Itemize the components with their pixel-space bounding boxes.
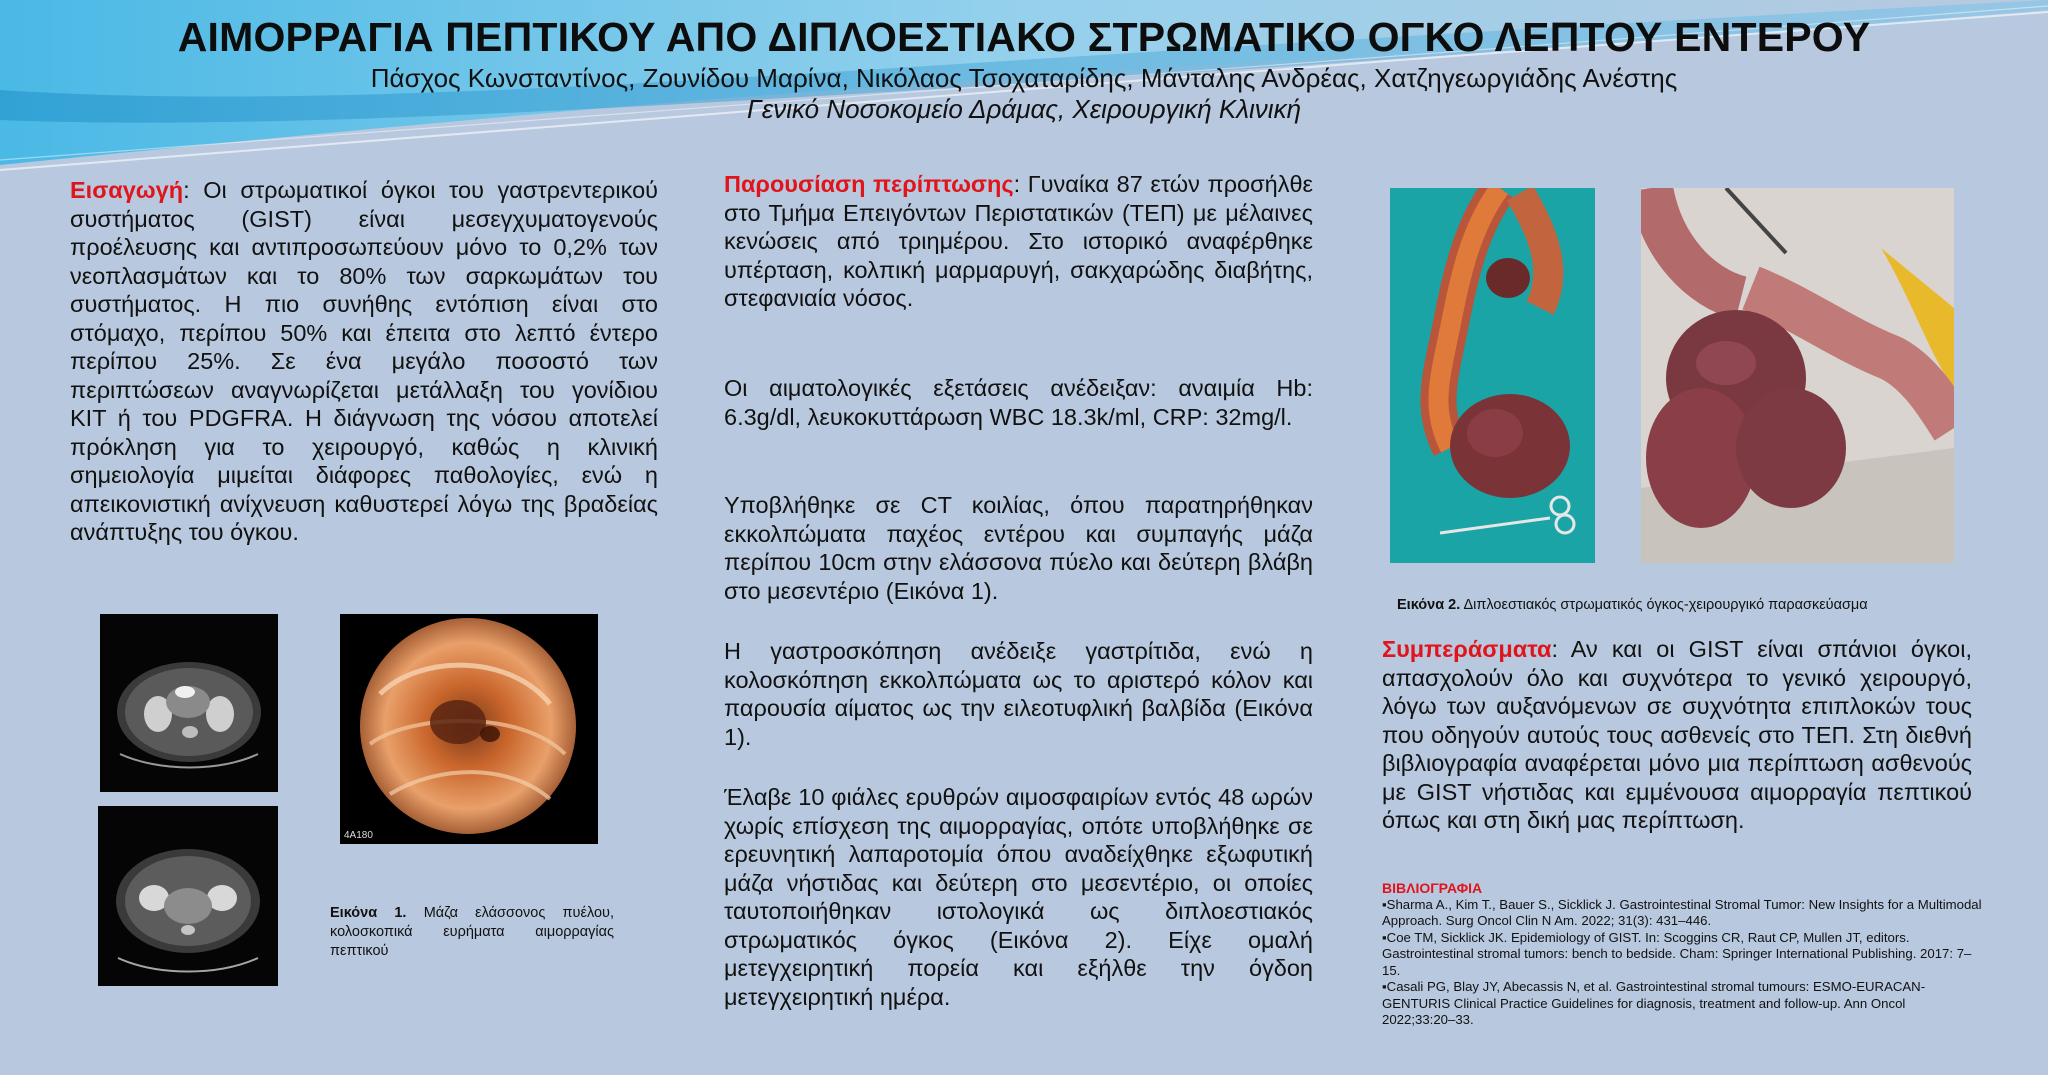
ct-scan-image-2 (98, 806, 278, 986)
case-paragraph-3: Υποβλήθηκε σε CT κοιλίας, όπου παρατηρήθηκαν εκκολπώματα παχέος εντέρου και συμπαγής μάζα περίπου 10cm στην ελάσσονα πύελο και δεύτερη βλάβη στο μεσεντέριο (Εικόνα 1). (724, 492, 1313, 604)
reference-item: ▪Coe TM, Sicklick JK. Epidemiology of GIST. In: Scoggins CR, Raut CP, Mullen JT, editors. Gastrointestinal stromal tumors: bench to bedside. Cham: Springer International Publishing. 2017: 7–15. (1382, 929, 1972, 978)
affiliation: Γενικό Νοσοκομείο Δράμας, Χειρουργική Κλινική (746, 94, 1302, 124)
figure-1-label: Εικόνα 1. (330, 905, 407, 921)
intro-heading: Εισαγωγή (70, 177, 184, 203)
conclusion-section (1382, 635, 1972, 835)
figure-1-caption-text: Μάζα ελάσσονος πυέλου, κολοσκοπικά ευρήματα αιμορραγίας πεπτικού (330, 905, 615, 959)
reference-item: ▪Casali PG, Blay JY, Abecassis N, et al. Gastrointestinal stromal tumours: ESMO-EURACAN-GENTURIS Clinical Practice Guidelines for diagnosis, treatment and follow-up. Ann Oncol 2022;33:20–33. (1382, 979, 1926, 1027)
references-section (1382, 880, 1982, 1029)
figure-2-label: Εικόνα 2. (1397, 597, 1461, 613)
figure-2-caption (1397, 596, 1997, 615)
poster-header (0, 14, 2048, 125)
case-paragraph-1: : Γυναίκα 87 ετών προσήλθε στο Τμήμα Επειγόντων Περιστατικών (ΤΕΠ) με μέλαινες κενώσεις από τριημέρου. Στο ιστορικό αναφέρθηκε υπέρταση, κολπική μαρμαρυγή, σακχαρώδης διαβήτης, στεφανιαία νόσος. (724, 171, 1313, 311)
case-section (724, 170, 1313, 313)
poster-title: ΑΙΜΟΡΡΑΓΙΑ ΠΕΠΤΙΚΟΥ ΑΠΟ ΔΙΠΛΟΕΣΤΙΑΚΟ ΣΤΡΩΜΑΤΙΚΟ ΟΓΚΟ ΛΕΠΤΟΥ ΕΝΤΕΡΟΥ (177, 14, 1871, 60)
surgical-specimen-image-2 (1641, 188, 1954, 563)
surgical-specimen-image-1 (1390, 188, 1595, 563)
case-paragraph-2: Οι αιματολογικές εξετάσεις ανέδειξαν: αναιμία Hb: 6.3g/dl, λευκοκυττάρωση WBC 18.3k/ml, CRP: 32mg/l. (724, 375, 1313, 430)
conclusion-heading: Συμπεράσματα (1382, 636, 1552, 662)
case-paragraph-5: Έλαβε 10 φιάλες ερυθρών αιμοσφαιρίων εντός 48 ωρών χωρίς επίσχεση της αιμορραγίας, οπότε υποβλήθηκε σε ερευνητική λαπαροτομία όπου αναδείχθηκε εξωφυτική μάζα νήστιδας και δεύτερη στο μεσεντέριο, οι οποίες ταυτοποιήθηκαν ιστολογικά ως διπλοεστιακός στρωματικός όγκος (Εικόνα 2). Είχε ομαλή μετεγχειρητική πορεία και εξήλθε την όγδοη μετεγχειρητική ημέρα. (724, 784, 1313, 1010)
references-title: ΒΙΒΛΙΟΓΡΑΦΙΑ (1382, 880, 1483, 896)
endoscope-tag: 4A180 (344, 830, 373, 841)
case-paragraph-4: Η γαστροσκόπηση ανέδειξε γαστρίτιδα, ενώ η κολοσκόπηση εκκολπώματα ως το αριστερό κόλον και παρουσία αίματος ως την ειλεοτυφλική βαλβίδα (Εικόνα 1). (724, 638, 1313, 750)
figure-1-caption (330, 904, 614, 961)
case-heading: Παρουσίαση περίπτωσης (724, 171, 1014, 197)
ct-scan-image-1 (100, 614, 278, 792)
author-list: Πάσχος Κωνσταντίνος, Ζουνίδου Μαρίνα, Νικόλαος Τσοχαταρίδης, Μάνταλης Ανδρέας, Χατζηγεωργιάδης Ανέστης (370, 63, 1678, 93)
intro-text: : Οι στρωματικοί όγκοι του γαστρεντερικού συστήματος (GIST) είναι μεσεγχυματογενούς προέλευσης και αντιπροσωπεύουν μόνο το 0,2% των νεοπλασμάτων και το 80% των σαρκωμάτων του συστήματος. Η πιο συνήθης εντόπιση είναι στο στόμαχο, περίπου 50% και έπειτα στο λεπτό έντερο περίπου 25%. Σε ένα μεγάλο ποσοστό των περιπτώσεων αναγνωρίζεται μετάλλαξη του γονίδιου KIT ή του PDGFRA. Η διάγνωση της νόσου αποτελεί πρόκληση για το χειρουργό, καθώς η κλινική σημειολογία μιμείται διάφορες παθολογίες, ενώ η απεικονιστική ανίχνευση καθυστερεί λόγω της βραδείας ανάπτυξης του όγκου. (70, 177, 658, 545)
figure-2-caption-text: Διπλοεστιακός στρωματικός όγκος-χειρουργικό παρασκεύασμα (1460, 597, 1868, 613)
conclusion-text: : Αν και οι GIST είναι σπάνιοι όγκοι, απασχολούν όλο και συχνότερα το γενικό χειρουργό, λόγω των αυξανόμενων σε συχνότητα επιπλοκών τους που οδηγούν αυτούς τους ασθενείς στο ΤΕΠ. Στη διεθνή βιβλιογραφία αναφέρεται μόνο μια περίπτωση ασθενούς με GIST νήστιδας και εμμένουσα αιμορραγία πεπτικού όπως και στη δική μας περίπτωση. (1382, 636, 1972, 833)
colonoscopy-image (340, 614, 598, 844)
reference-item: ▪Sharma A., Kim T., Bauer S., Sicklick J. Gastrointestinal Stromal Tumor: New Insights for a Multimodal Approach. Surg Oncol Clin N Am. 2022; 31(3): 431–446. (1382, 896, 1982, 928)
intro-section (70, 176, 658, 547)
